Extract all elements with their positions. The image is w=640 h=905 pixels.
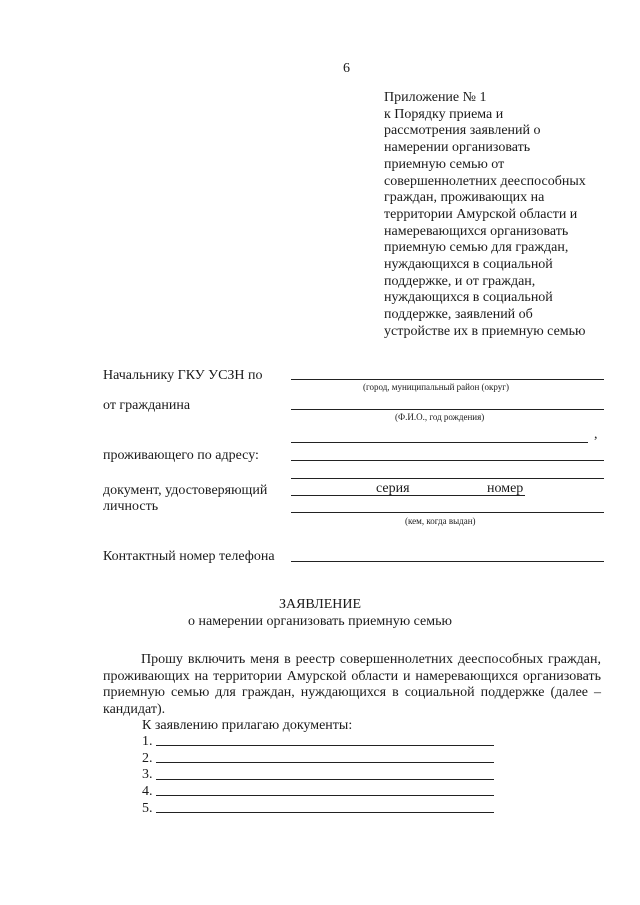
appendix-line: намеревающихся организовать (384, 223, 569, 239)
attach-label: К заявлению прилагаю документы: (142, 718, 353, 733)
attachment-field-4[interactable] (156, 795, 494, 796)
list-number: 4. (142, 784, 153, 799)
appendix-header (384, 90, 624, 341)
attachment-field-1[interactable] (156, 745, 494, 746)
appendix-line: рассмотрения заявлений о (384, 123, 541, 139)
list-number: 2. (142, 751, 153, 766)
addressee-label: Начальнику ГКУ УСЗН по (103, 368, 263, 383)
appendix-line: поддержке, заявлений об (384, 307, 533, 323)
statement-paragraph (103, 652, 601, 718)
appendix-line: к Порядку приема и (384, 106, 504, 122)
phone-label: Контактный номер телефона (103, 549, 275, 564)
series-number-field[interactable] (291, 495, 525, 496)
appendix-line: граждан, проживающих на (384, 190, 545, 206)
statement-title: ЗАЯВЛЕНИЕ (278, 597, 362, 612)
attachment-field-5[interactable] (156, 812, 494, 813)
id-doc-label: документ, удостоверяющий (103, 483, 268, 498)
appendix-line: поддержке, и от граждан, (384, 273, 536, 289)
number-label: номер (487, 481, 524, 496)
comma: , (594, 427, 598, 442)
appendix-line: территории Амурской области и (384, 206, 578, 222)
series-label: серия (376, 481, 410, 496)
issued-field[interactable] (291, 512, 604, 513)
appendix-line: нуждающихся в социальной (384, 290, 553, 306)
page-number: 6 (343, 61, 350, 76)
address-field-2[interactable] (291, 478, 604, 479)
address-field[interactable] (291, 460, 604, 461)
from-label: от гражданина (103, 398, 191, 413)
phone-field[interactable] (291, 561, 604, 562)
list-number: 3. (142, 767, 153, 782)
appendix-line: Приложение № 1 (384, 90, 487, 105)
appendix-line: приемную семью для граждан, (384, 240, 569, 256)
attachment-field-3[interactable] (156, 779, 494, 780)
list-number: 1. (142, 734, 153, 749)
issued-hint: (кем, когда выдан) (405, 516, 476, 526)
attachment-field-2[interactable] (156, 762, 494, 763)
appendix-line: нуждающихся в социальной (384, 257, 553, 273)
appendix-line: намерении организовать (384, 140, 531, 156)
from-name-field-2[interactable] (291, 442, 588, 443)
list-number: 5. (142, 801, 153, 816)
addressee-hint: (город, муниципальный район (округ) (363, 382, 509, 392)
appendix-line: устройстве их в приемную семью (384, 323, 586, 339)
appendix-line: приемную семью от (384, 156, 505, 172)
from-hint: (Ф.И.О., год рождения) (395, 412, 485, 422)
id-doc-label-2: личность (103, 499, 159, 514)
address-label: проживающего по адресу: (103, 448, 259, 463)
from-name-field[interactable] (291, 409, 604, 410)
statement-subtitle: о намерении организовать приемную семью (188, 614, 452, 629)
addressee-field[interactable] (291, 379, 604, 380)
statement-text: Прошу включить меня в реестр совершеннолетних дееспособных граждан, проживающих на территории Амурской области и намеревающихся организовать приемную семью для граждан, нуждающихся в социальной поддержке (далее – кандидат). (103, 652, 601, 717)
appendix-line: совершеннолетних дееспособных (384, 173, 586, 189)
